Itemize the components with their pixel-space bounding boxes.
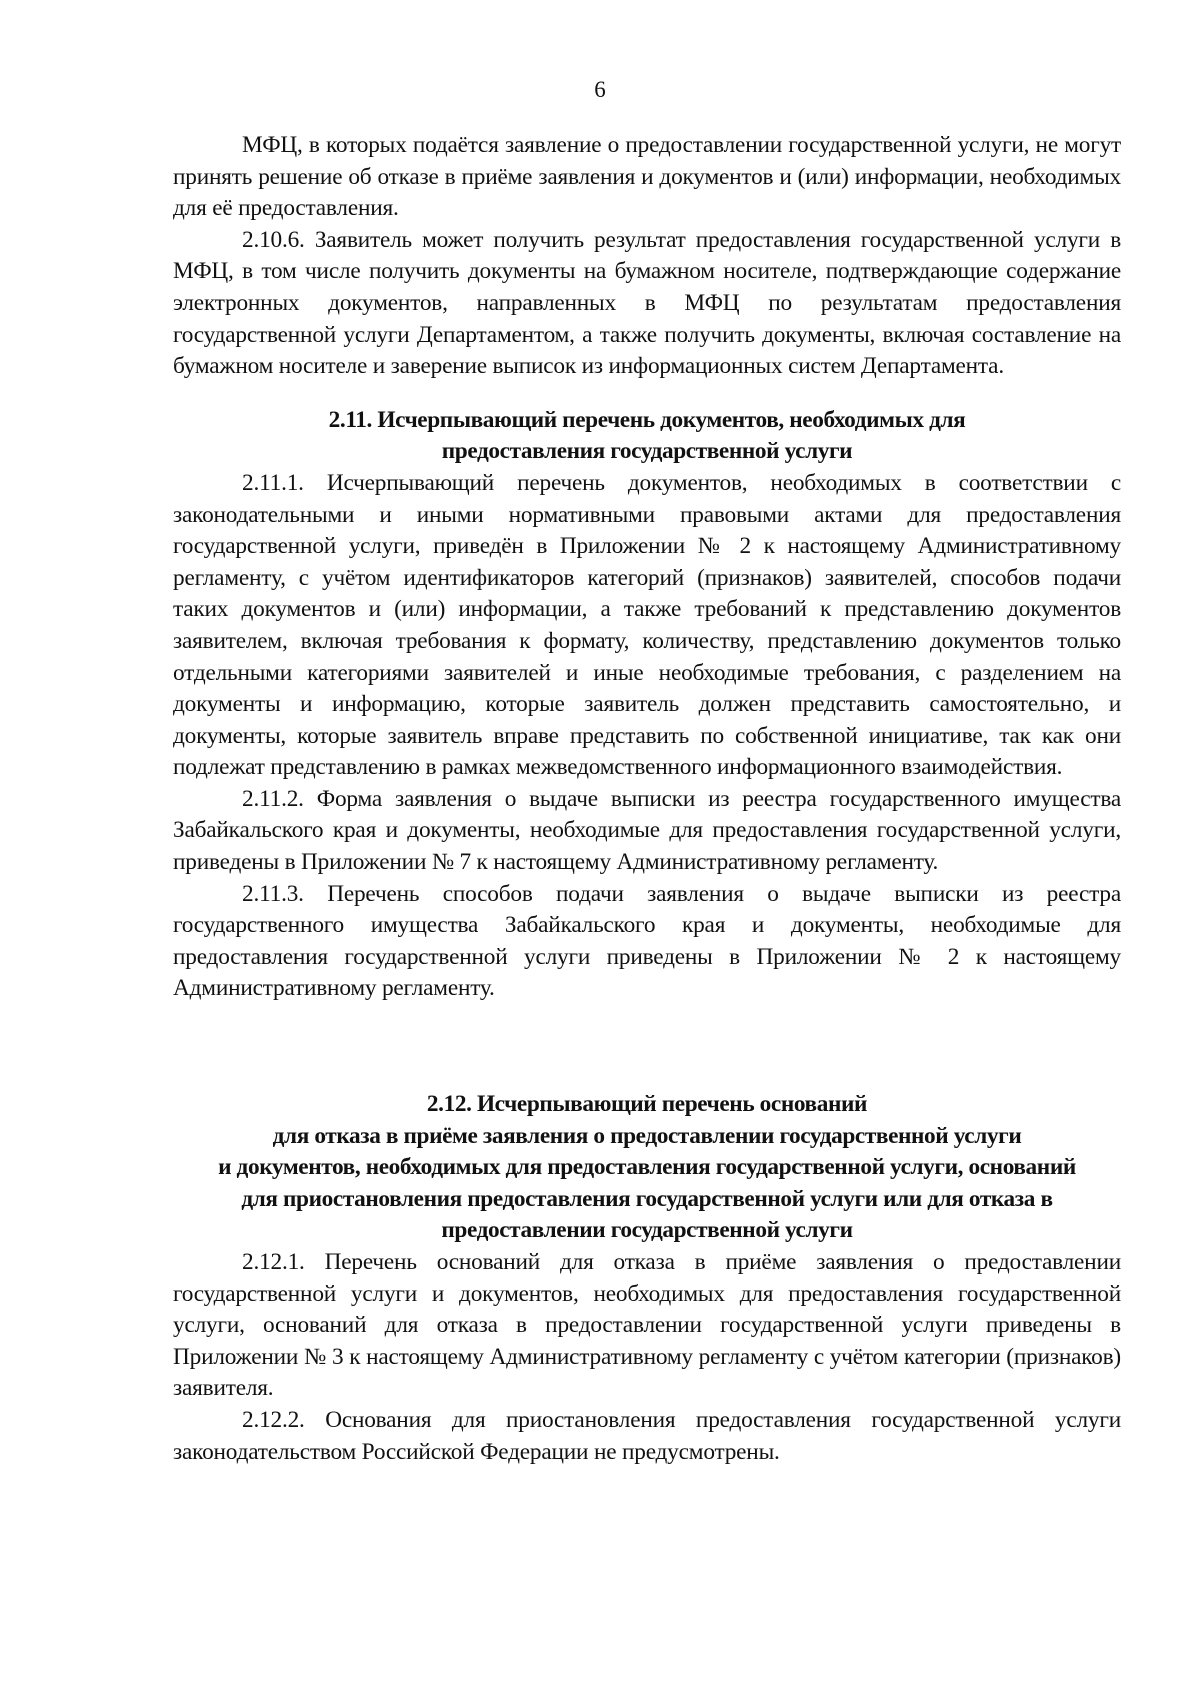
paragraph-2-11-2: 2.11.2. Форма заявления о выдаче выписки из реестра государственного имущества Забайкальского края и документы, необходимые для предоставления государственной услуги, приведены в Приложении № 7 к настоящему Административному регламенту. [173, 785, 1121, 876]
section-heading-2-12 [173, 1089, 1121, 1247]
heading-line: 2.11. Исчерпывающий перечень документов, необходимых для [328, 406, 966, 433]
paragraph-2-11-1: 2.11.1. Исчерпывающий перечень документов, необходимых в соответствии с законодательными и иными нормативными правовыми актами для предоставления государственной услуги, приведён в Приложении № 2 к настоящему Административному регламенту, с учётом идентификаторов категорий (признаков) заявителей, способов подачи таких документов и (или) информации, а также требований к представлению документов заявителем, включая требования к формату, количеству, представлению документов только отдельными категориями заявителей и иные необходимые требования, с разделением на документы и информацию, которые заявитель должен представить самостоятельно, и документы, которые заявитель вправе представить по собственной инициативе, так как они подлежат представлению в рамках межведомственного информационного взаимодействия. [173, 469, 1121, 781]
heading-line: 2.12. Исчерпывающий перечень оснований [426, 1091, 868, 1118]
heading-line: предоставления государственной услуги [441, 438, 853, 465]
section-heading-2-11 [173, 405, 1121, 468]
paragraph-2-11-3: 2.11.3. Перечень способов подачи заявления о выдаче выписки из реестра государственного имущества Забайкальского края и документы, необходимые для предоставления государственной услуги приведены в Приложении № 2 к настоящему Административному регламенту. [173, 880, 1121, 1002]
spacer [173, 1005, 1121, 1089]
heading-line: и документов, необходимых для предоставления государственной услуги, оснований [218, 1154, 1076, 1181]
heading-line: для приостановления предоставления государственной услуги или для отказа в [241, 1185, 1053, 1212]
document-body [173, 130, 1121, 1468]
paragraph-2-12-2: 2.12.2. Основания для приостановления предоставления государственной услуги законодательством Российской Федерации не предусмотрены. [173, 1406, 1121, 1465]
spacer [173, 383, 1121, 405]
paragraph-mfc-decision: МФЦ, в которых подаётся заявление о предоставлении государственной услуги, не могут принять решение об отказе в приёме заявления и документов и (или) информации, необходимых для её предоставления. [173, 132, 1121, 222]
paragraph-2-10-6: 2.10.6. Заявитель может получить результат предоставления государственной услуги в МФЦ, в том числе получить документы на бумажном носителе, подтверждающие содержание электронных документов, направленных в МФЦ по результатам предоставления государственной услуги Департаментом, а также получить документы, включая составление на бумажном носителе и заверение выписок из информационных систем Департамента. [173, 226, 1121, 380]
page-number: 6 [594, 77, 606, 102]
heading-line: для отказа в приёме заявления о предоставлении государственной услуги [272, 1122, 1022, 1149]
paragraph-2-12-1: 2.12.1. Перечень оснований для отказа в приёме заявления о предоставлении государственной услуги и документов, необходимых для предоставления государственной услуги, оснований для отказа в предоставлении государственной услуги приведены в Приложении № 3 к настоящему Административному регламенту с учётом категории (признаков) заявителя. [173, 1249, 1121, 1402]
heading-line: предоставлении государственной услуги [441, 1217, 853, 1244]
